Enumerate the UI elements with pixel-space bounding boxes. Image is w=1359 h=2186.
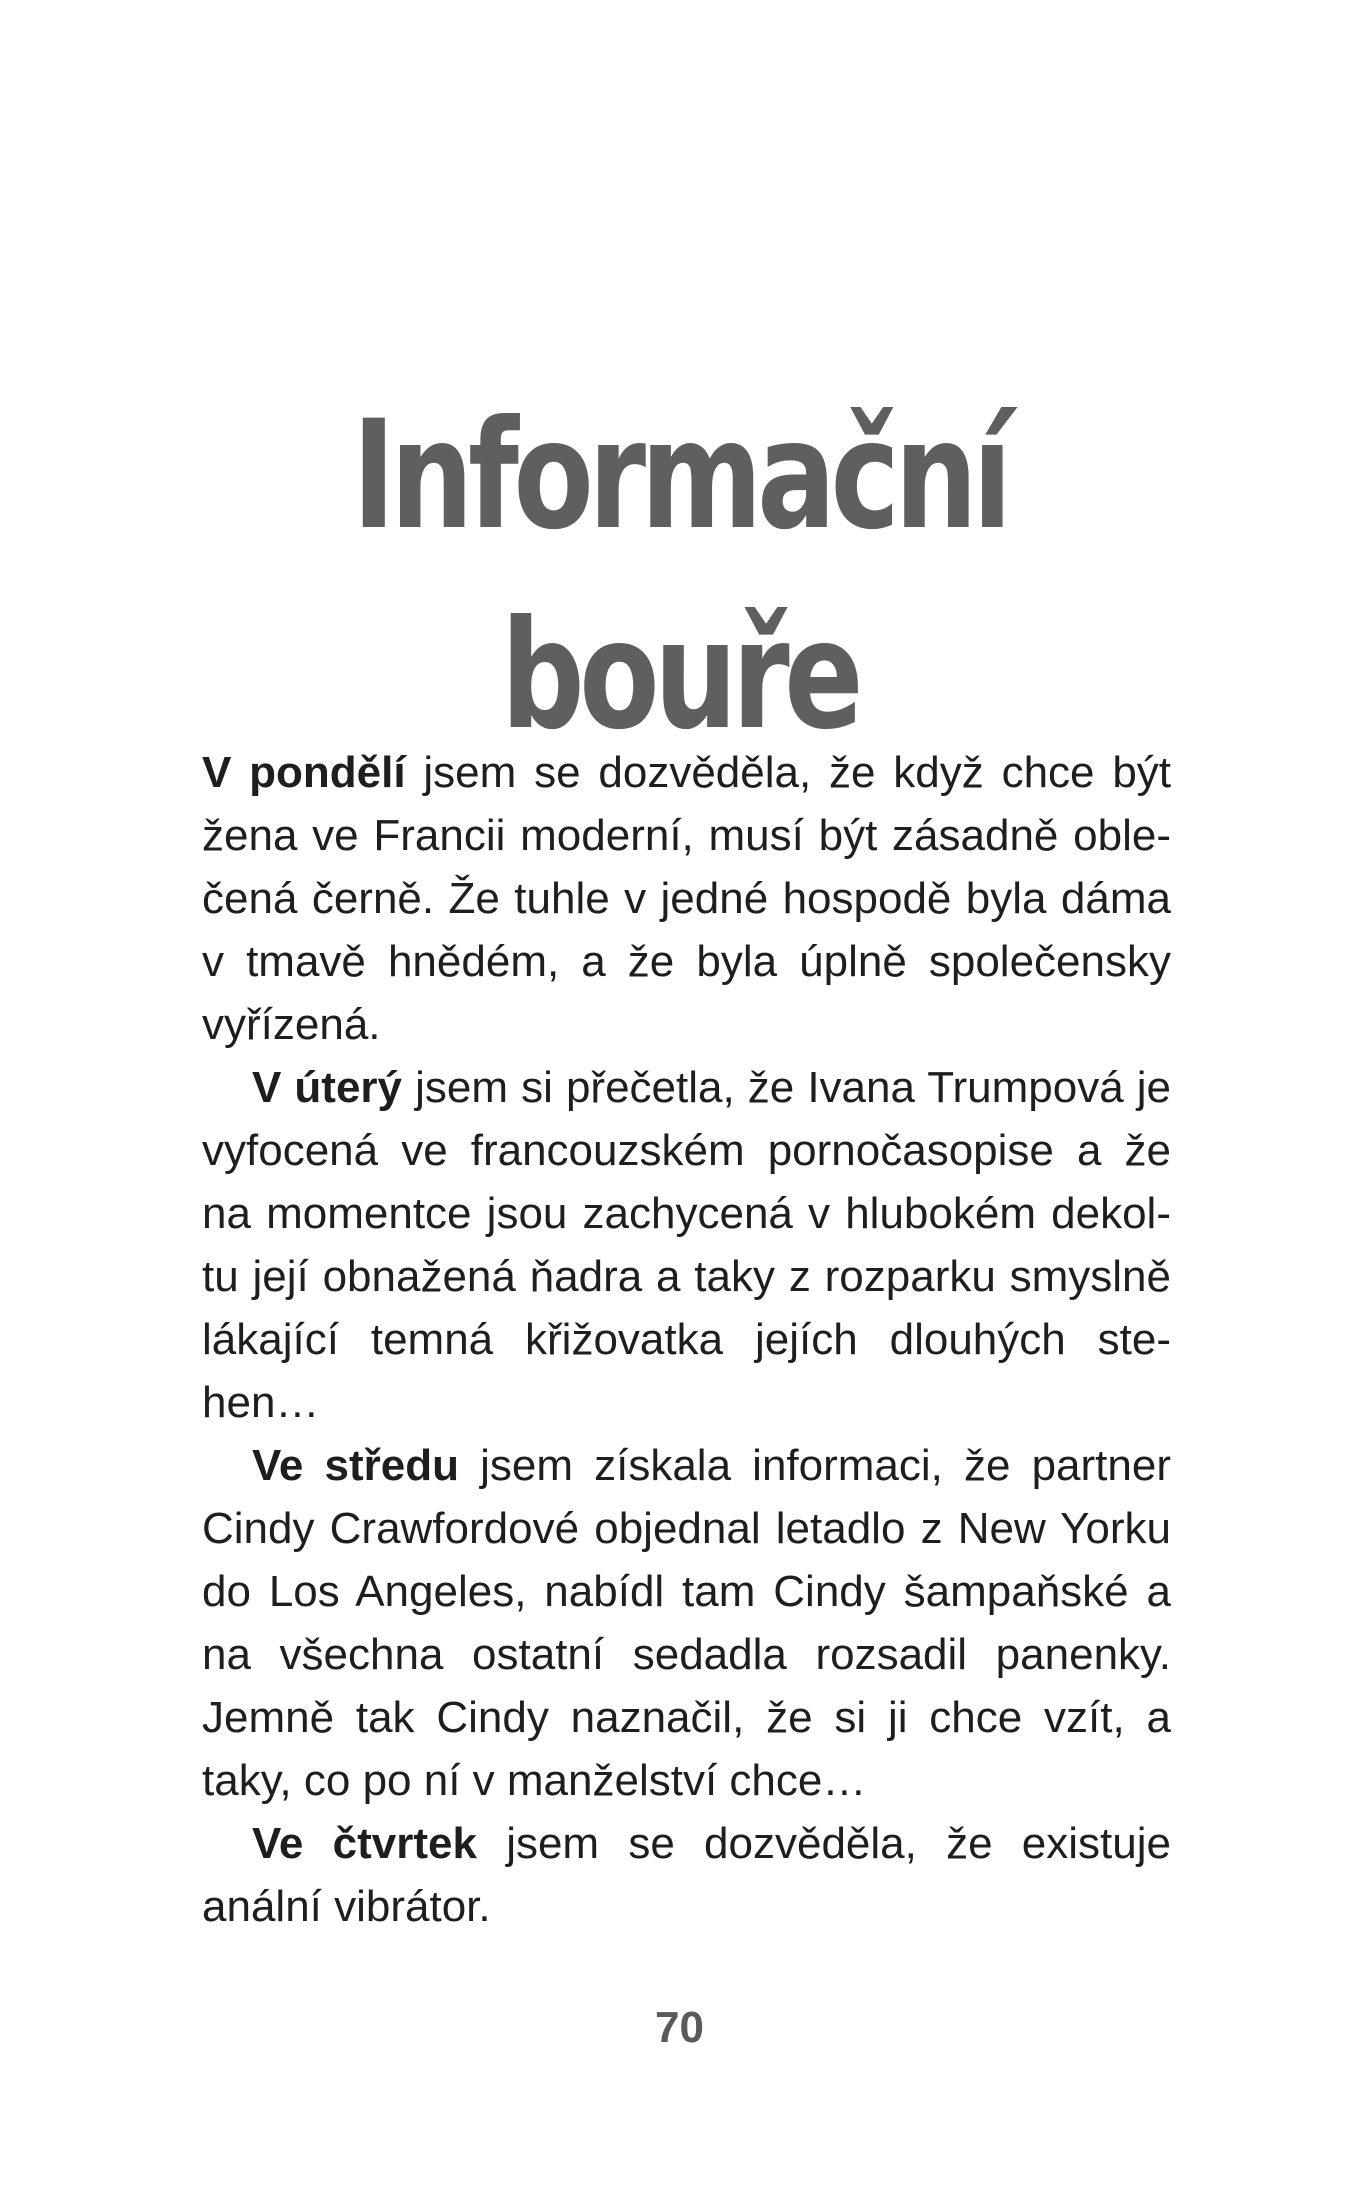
paragraph-lead-monday: V pondělí [202, 748, 406, 797]
paragraph-monday [202, 741, 1171, 1056]
paragraph-text-tuesday: jsem si přečetla, že Ivana Trumpová je vyfocená ve francouzském pornočasopise a že na momentce jsou zachycená v hlubokém dekoltu její obnažená ňadra a taky z rozparku smyslně lákající temná křižovatka jejích dlouhých stehen… [202, 1063, 1172, 1427]
paragraph-lead-tuesday: V úterý [252, 1063, 403, 1112]
chapter-title [149, 376, 1209, 776]
paragraph-text-monday: jsem se dozvěděla, že když chce být žena ve Francii moderní, musí být zásadně oblečená černě. Že tuhle v jedné hospodě byla dáma v tmavě hnědém, a že byla úplně společensky vyřízená. [202, 748, 1172, 1049]
page-number: 70 [655, 2003, 704, 2052]
paragraph-lead-thursday: Ve čtvrtek [252, 1819, 477, 1868]
paragraph-lead-wednesday: Ve středu [252, 1441, 459, 1490]
paragraph-wednesday [202, 1434, 1171, 1812]
paragraph-tuesday [202, 1056, 1171, 1434]
chapter-body [202, 741, 1171, 1938]
paragraph-thursday [202, 1812, 1171, 1938]
paragraph-text-thursday: jsem se dozvěděla, že existuje anální vibrátor. [202, 1819, 1171, 1931]
paragraph-text-wednesday: jsem získala informaci, že partner Cindy Crawfordové objednal letadlo z New Yorku do Los Angeles, nabídl tam Cindy šampaňské a na všechna ostatní sedadla rozsadil panenky. Jemně tak Cindy naznačil, že si ji chce vzít, a taky, co po ní v manželství chce… [202, 1441, 1171, 1805]
chapter-title-line-2: bouře [500, 588, 859, 763]
chapter-title-line-1: Informační [352, 388, 1007, 563]
